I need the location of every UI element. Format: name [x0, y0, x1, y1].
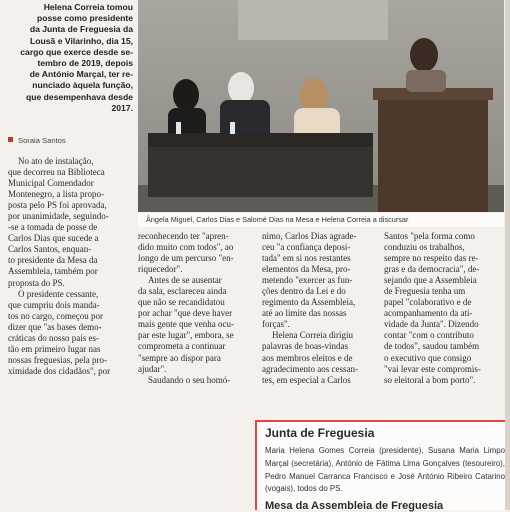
text-line: aos membros eleitos e de	[262, 352, 353, 363]
text-line: posta pelo PS foi aprovada,	[8, 200, 107, 211]
text-line: Helena Correia dirigiu	[272, 330, 353, 341]
text-line: mais gente que venha ocu-	[138, 319, 234, 330]
text-line: da sala, esclareceu ainda	[138, 286, 227, 297]
text-line: que decorreu na Biblioteca	[8, 167, 105, 178]
text-line: No ato de instalação,	[18, 156, 94, 166]
text-line: O presidente cessante,	[18, 288, 99, 299]
text-line: Santos "pela forma como	[384, 231, 475, 241]
text-line: "vai levar este compromis-	[384, 363, 481, 374]
text-line: até ao limite das nossas	[262, 308, 347, 319]
text-line: por achar "que deve haver	[138, 308, 233, 319]
text-line: to presidente da Mesa da	[8, 255, 98, 266]
lead-line: nunciado àquela função,	[32, 80, 133, 91]
text-line: sejando que a Assembleia	[384, 275, 477, 286]
author-name: Soraia Santos	[18, 136, 66, 145]
text-line: que cumpriu dois manda-	[8, 299, 100, 310]
text-line: proposta do PS.	[8, 277, 65, 288]
text-line: metendo "exercer as fun-	[262, 275, 353, 286]
text-line: tada" em si nos restantes	[262, 253, 351, 264]
sidebar-box-junta	[255, 420, 510, 510]
text-line: reconhecendo ter "apren-	[138, 231, 229, 241]
text-line: longo de um percurso "en-	[138, 253, 234, 264]
text-line: cráticas do nosso país es-	[8, 332, 99, 343]
lead-line: 2017.	[111, 102, 133, 113]
article-photo	[138, 0, 504, 212]
lead-line: de António Marçal, ter re-	[29, 69, 133, 80]
text-line: nossas freguesias, pela pro-	[8, 354, 107, 365]
text-line: Carlos Dias que sucede a	[8, 233, 99, 244]
text-line: par este lugar", embora, se	[138, 330, 234, 341]
text-line: Saudando o seu homó-	[148, 374, 231, 385]
text-line: Municipal Comendador	[8, 178, 94, 189]
text-line: Montenegro, a lista propo-	[8, 189, 104, 200]
text-line: ximidade dos cidadãos", por	[8, 365, 111, 376]
lead-line: que desempenhava desde	[26, 91, 133, 102]
text-line: dido muito com todos", ao	[138, 242, 234, 253]
text-line: comprometa a continuar	[138, 341, 226, 352]
text-line: dizer que "as bases demo-	[8, 321, 102, 332]
lead-line: da Junta de Freguesia da	[29, 24, 133, 35]
text-line: de Freguesia tenha um	[384, 286, 466, 297]
text-line: -se a tomada de posse de	[8, 222, 98, 233]
box-title-2: Mesa da Assembleia de Freguesia	[265, 500, 444, 512]
lead-line: posse como presidente	[37, 13, 133, 24]
photo-caption: Ângela Miguel, Carlos Dias e Salomé Dias na Mesa e Helena Correia a discursar	[138, 213, 504, 227]
text-line: conduziu os trabalhos,	[384, 242, 465, 253]
page-edge	[505, 0, 510, 510]
text-line: palavras de boas-vindas	[262, 341, 348, 352]
lead-line: tembro de 2019, depois	[37, 58, 133, 69]
meeting-photo-illustration	[138, 0, 504, 212]
text-line: riquecedor".	[138, 264, 183, 275]
text-line: ajudar".	[138, 363, 167, 374]
author-byline	[8, 136, 66, 145]
text-line: elementos da Mesa, pro-	[262, 264, 351, 275]
text-line: papel "colaborativo e de	[384, 297, 472, 308]
text-line: ceu "a confiança deposi-	[262, 242, 351, 253]
text-line: que não se recandidatou	[138, 297, 225, 308]
text-line: Assembleia, também por	[8, 266, 98, 277]
text-line: tos no cargo, começou por	[8, 310, 104, 321]
text-line: Antes de se ausentar	[148, 275, 222, 286]
text-line: tão em primeiro lugar nas	[8, 343, 101, 354]
text-line: de todos", saudou também	[384, 341, 480, 352]
text-line: Carlos Santos, enquan-	[8, 244, 92, 255]
lead-line: Lousã e Vilarinho, dia 15,	[30, 35, 133, 46]
article-column-3	[262, 231, 372, 386]
article-column-1	[8, 156, 133, 377]
box-accent-line	[257, 420, 510, 422]
box-title: Junta de Freguesia	[265, 426, 375, 440]
text-line: "sempre ao dispor para	[138, 352, 221, 363]
text-line: sempre no respeito das re-	[384, 253, 479, 264]
lead-line: Helena Correia tomou	[43, 2, 133, 12]
text-line: gras e da democracia", de-	[384, 264, 480, 275]
article-column-4	[384, 231, 504, 386]
lead-paragraph	[6, 2, 133, 114]
text-line: regimento da Assembleia,	[262, 297, 356, 308]
text-line: acompanhamento da ati-	[384, 308, 473, 319]
article-column-2	[138, 231, 251, 386]
lead-line: cargo que exerce desde se-	[20, 46, 133, 57]
text-line: o executivo que consigo	[384, 352, 472, 363]
text-line: contar "com o contributo	[384, 330, 474, 341]
box-text: Maria Helena Gomes Correia (presidente), Susana Maria Limpo Marçal (secretária), António de Fátima Lima Gonçalves (tesoureiro), Pedro Manuel Carranca Francisco e José António Ribeiro Catarino (vogais), todos do PS.	[265, 446, 505, 494]
text-line: por unanimidade, seguindo-	[8, 211, 109, 222]
text-line: agradecimento aos cessan-	[262, 363, 358, 374]
bullet-square-icon	[8, 137, 13, 142]
text-line: tes, em especial a Carlos	[262, 374, 351, 385]
text-line: ções dentro da Lei e do	[262, 286, 346, 297]
text-line: so eleitoral a bom porto".	[384, 374, 476, 385]
text-line: nimo, Carlos Dias agrade-	[262, 231, 357, 241]
text-line: forças".	[262, 319, 290, 330]
text-line: vidade da Junta". Dizendo	[384, 319, 479, 330]
